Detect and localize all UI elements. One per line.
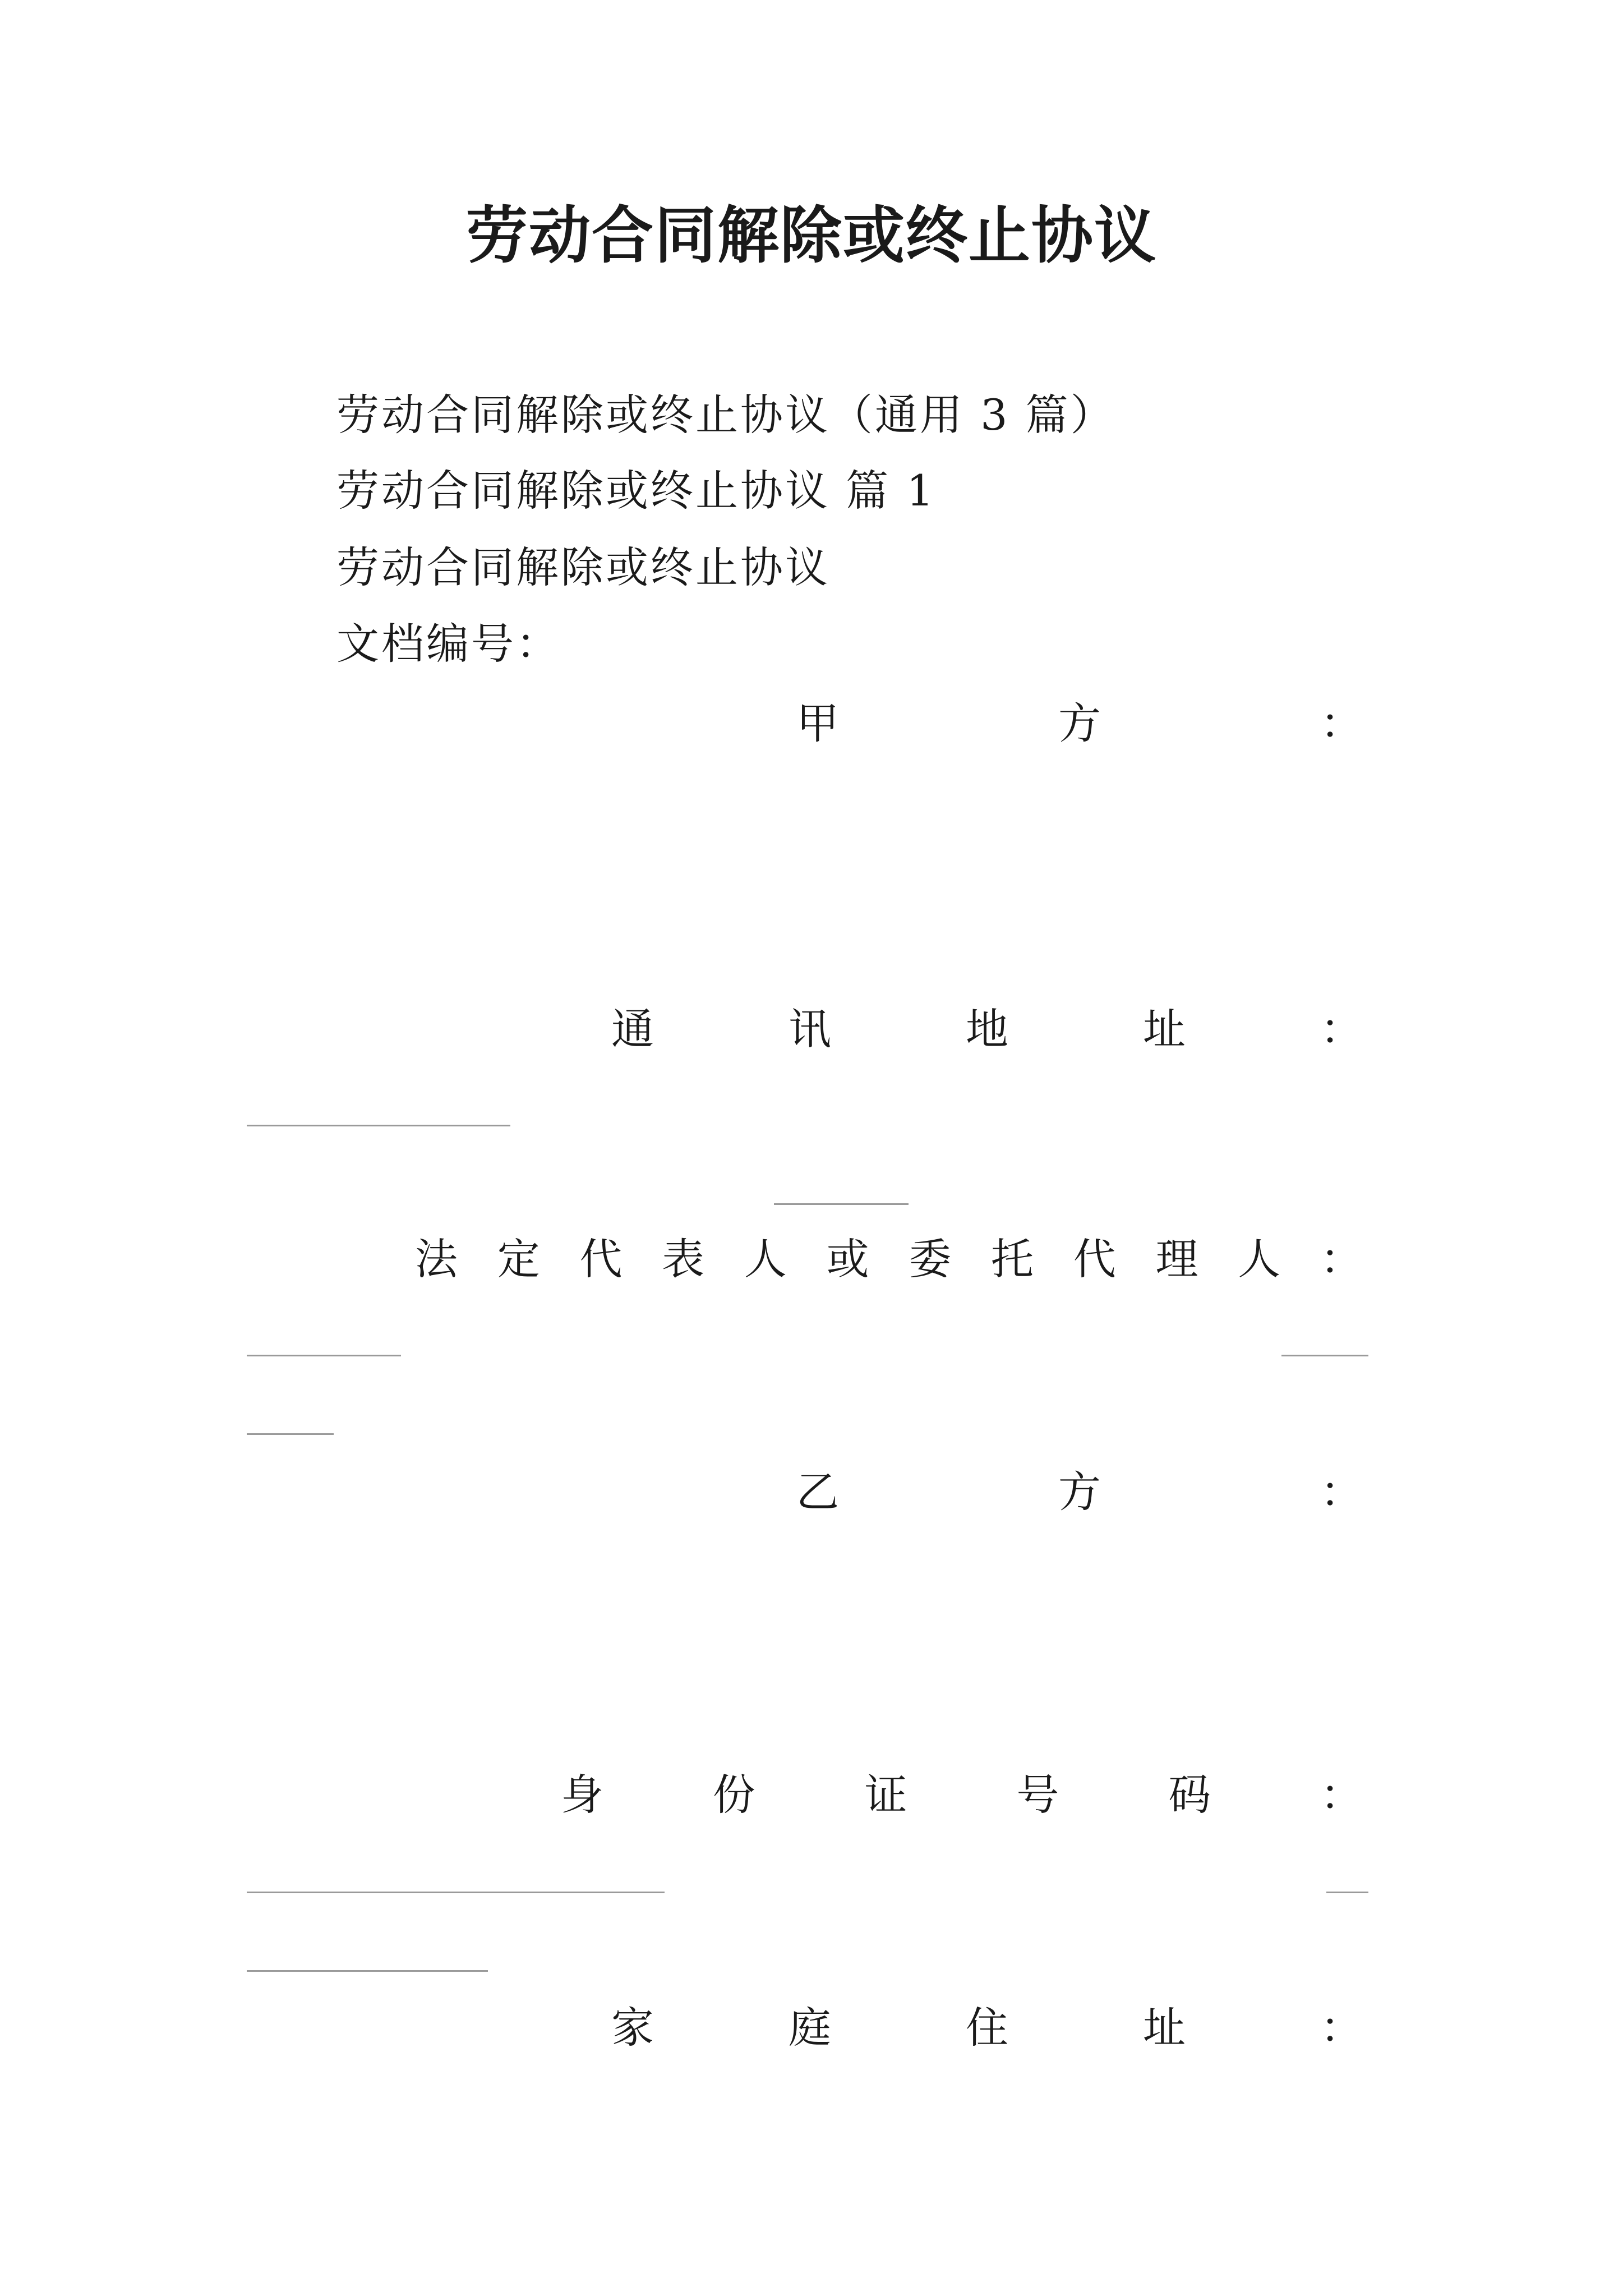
label-char: 代 [579, 1234, 623, 1284]
label-char: 码 [1168, 1770, 1211, 1820]
blank-line [1326, 1892, 1368, 1893]
label-char: 住 [966, 2003, 1008, 2053]
section-heading: 劳动合同解除或终止协议 篇 1 [336, 466, 936, 516]
label-char: 定 [497, 1234, 540, 1284]
legal-representative-label [415, 1231, 1363, 1287]
label-char: 甲 [796, 698, 839, 748]
label-char: 身 [561, 1770, 603, 1820]
label-char: 庭 [789, 2003, 831, 2053]
label-char: 理 [1155, 1234, 1198, 1284]
label-char: ： [1320, 698, 1363, 748]
document-number-label: 文档编号： [336, 619, 561, 669]
label-char: 址 [1143, 2003, 1186, 2053]
id-number-label [561, 1767, 1363, 1823]
label-char: ： [1320, 2003, 1363, 2053]
document-title: 劳动合同解除或终止协议 [466, 199, 1157, 272]
subtitle-line: 劳动合同解除或终止协议（通用 3 篇） [336, 390, 1115, 440]
label-char: ： [1320, 1770, 1363, 1820]
label-char: 份 [712, 1770, 755, 1820]
blank-line [247, 1125, 510, 1126]
label-char: ： [1320, 1467, 1363, 1517]
label-char: 乙 [796, 1467, 839, 1517]
agreement-name-line: 劳动合同解除或终止协议 [336, 542, 830, 592]
blank-line [247, 1355, 401, 1356]
blank-line [247, 1433, 334, 1435]
label-char: 方 [1058, 698, 1101, 748]
home-address-label [611, 2000, 1363, 2056]
label-char: 人 [1238, 1234, 1281, 1284]
party-a-label [796, 696, 1363, 752]
blank-line [247, 1970, 488, 1972]
party-b-label [796, 1464, 1363, 1520]
label-char: ： [1320, 1234, 1363, 1284]
blank-line [247, 1892, 665, 1893]
label-char: 表 [662, 1234, 705, 1284]
blank-line [774, 1203, 909, 1205]
label-char: 址 [1143, 1004, 1186, 1054]
label-char: 方 [1058, 1467, 1101, 1517]
address-label [611, 1001, 1363, 1057]
label-char: 委 [909, 1234, 952, 1284]
label-char: 号 [1016, 1770, 1059, 1820]
label-char: 代 [1073, 1234, 1116, 1284]
label-char: 通 [611, 1004, 654, 1054]
blank-line [1281, 1355, 1368, 1356]
label-char: 家 [611, 2003, 654, 2053]
label-char: 讯 [789, 1004, 831, 1054]
label-char: 人 [744, 1234, 787, 1284]
label-char: 证 [864, 1770, 907, 1820]
label-char: 地 [966, 1004, 1008, 1054]
label-char: ： [1320, 1004, 1363, 1054]
label-char: 托 [991, 1234, 1034, 1284]
label-char: 或 [826, 1234, 869, 1284]
label-char: 法 [415, 1234, 458, 1284]
